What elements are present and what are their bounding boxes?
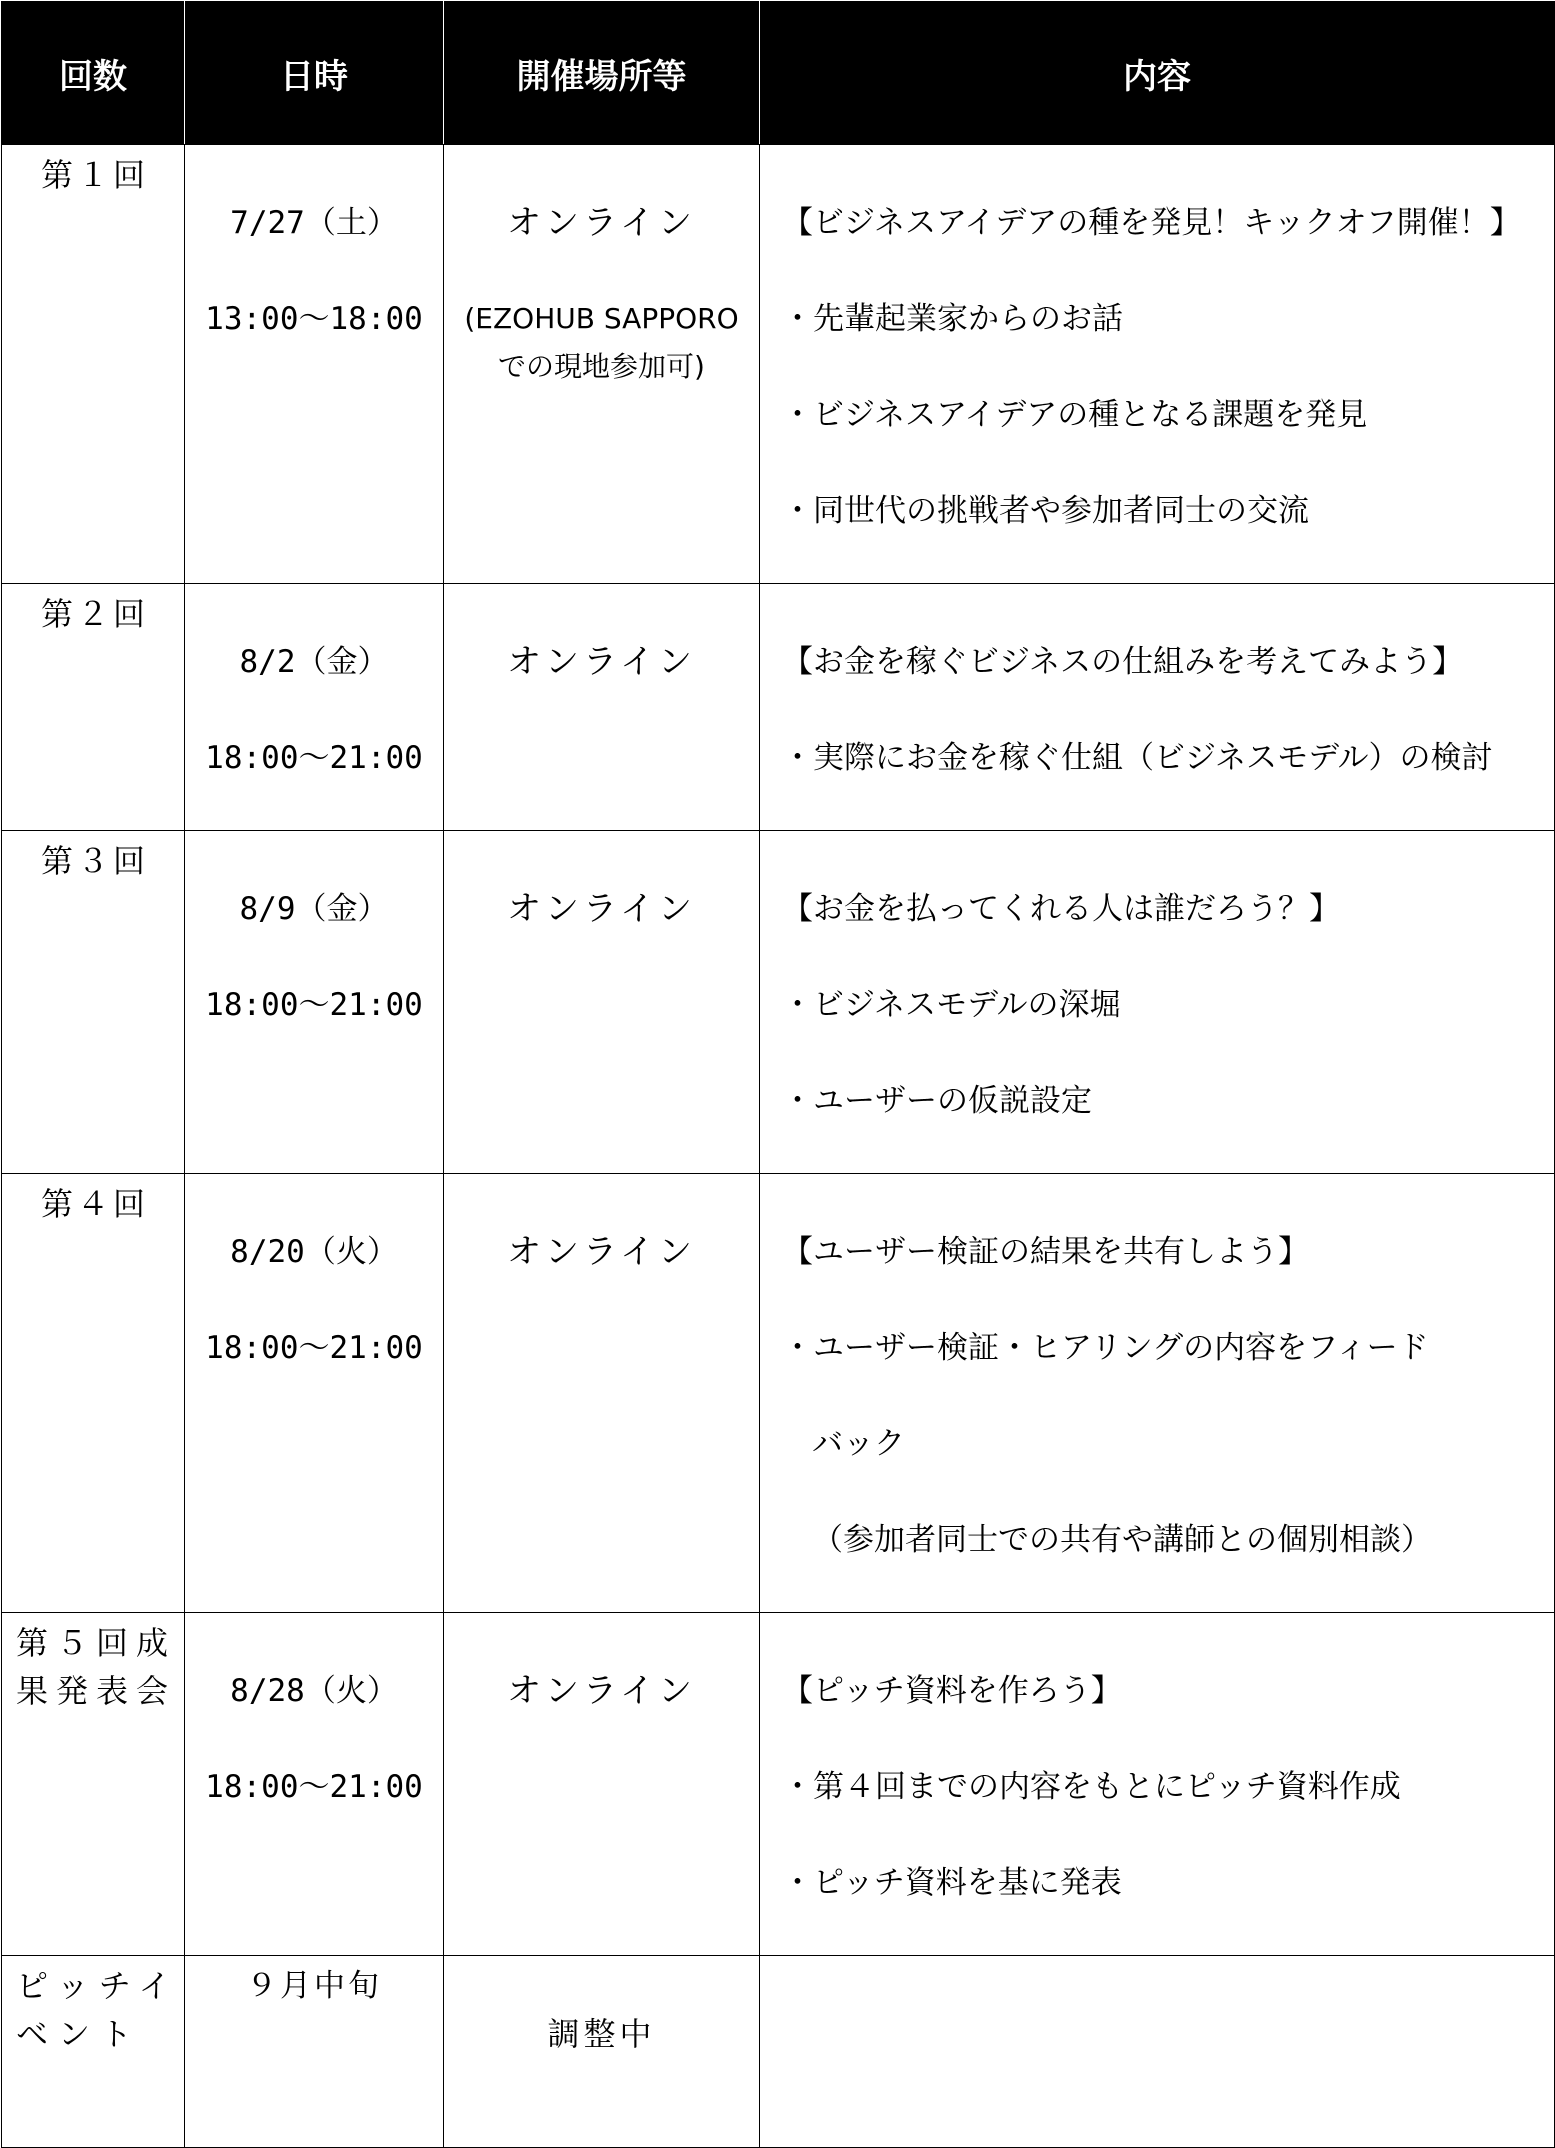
content-item: ・ビジネスモデルの深堀 (782, 987, 1121, 1023)
round-label: 第５回成果発表会 (16, 1624, 177, 1710)
table-header (2, 2, 1555, 145)
time-label: 13:00～18:00 (205, 301, 423, 337)
table-row (2, 1956, 1555, 2148)
content-cell (760, 1613, 1555, 1956)
datetime-cell (185, 831, 444, 1174)
time-label: 18:00～21:00 (205, 1330, 423, 1366)
round-cell (2, 831, 185, 1174)
round-cell (2, 584, 185, 831)
round-label: 第３回 (40, 842, 149, 880)
time-label: 18:00～21:00 (205, 1769, 423, 1805)
schedule-table (1, 1, 1555, 2148)
venue-cell (444, 1174, 760, 1613)
venue-label: 調整中 (547, 2015, 656, 2053)
content-item: ・ユーザーの仮説設定 (782, 1083, 1092, 1119)
content-item: ・先輩起業家からのお話 (782, 301, 1123, 337)
venue-label: オンライン (507, 889, 696, 929)
content-item: ・実際にお金を稼ぐ仕組（ビジネスモデル）の検討 (782, 740, 1493, 776)
content-item-note: （参加者同士での共有や講師との個別相談） (812, 1522, 1432, 1558)
round-label: 第２回 (40, 595, 149, 633)
content-heading: 【ピッチ資料を作ろう】 (782, 1673, 1122, 1709)
header-datetime: 日時 (185, 2, 444, 145)
content-heading: 【お金を稼ぐビジネスの仕組みを考えてみよう】 (782, 644, 1464, 680)
datetime-cell (185, 584, 444, 831)
date-label: 8/9（金） (239, 891, 389, 927)
content-heading: 【お金を払ってくれる人は誰だろう？】 (782, 891, 1340, 927)
round-cell (2, 145, 185, 584)
content-cell (760, 584, 1555, 831)
venue-cell (444, 584, 760, 831)
date-label: ９月中旬 (246, 1968, 382, 2004)
round-cell (2, 1956, 185, 2148)
venue-note: (EZOHUB SAPPORO での現地参加可) (464, 302, 739, 383)
round-cell (2, 1174, 185, 1613)
date-label: 8/20（火） (230, 1234, 398, 1270)
date-label: 8/28（火） (230, 1673, 398, 1709)
content-cell (760, 1174, 1555, 1613)
header-content: 内容 (760, 2, 1555, 145)
time-label: 18:00～21:00 (205, 987, 423, 1023)
content-item: ・ビジネスアイデアの種となる課題を発見 (782, 397, 1368, 433)
datetime-cell (185, 1613, 444, 1956)
venue-label: オンライン (507, 203, 696, 243)
content-item: ・ユーザー検証・ヒアリングの内容をフィード (782, 1330, 1429, 1366)
time-label: 18:00～21:00 (205, 740, 423, 776)
table-body (2, 145, 1555, 2148)
content-item-continuation: バック (812, 1426, 905, 1462)
table-row (2, 1174, 1555, 1613)
round-label: 第４回 (40, 1185, 149, 1223)
header-round: 回数 (2, 2, 185, 145)
venue-label: オンライン (507, 1232, 696, 1272)
venue-label: オンライン (507, 642, 696, 682)
datetime-cell (185, 145, 444, 584)
content-cell (760, 145, 1555, 584)
table-row (2, 831, 1555, 1174)
table-row (2, 145, 1555, 584)
content-heading: 【ビジネスアイデアの種を発見！キックオフ開催！】 (782, 205, 1521, 241)
venue-cell (444, 145, 760, 584)
header-venue: 開催場所等 (444, 2, 760, 145)
datetime-cell (185, 1174, 444, 1613)
content-cell-empty (760, 1956, 1555, 2148)
header-row (2, 2, 1555, 145)
venue-label: オンライン (507, 1671, 696, 1711)
content-heading: 【ユーザー検証の結果を共有しよう】 (782, 1234, 1309, 1270)
venue-cell (444, 831, 760, 1174)
round-label: 第１回 (40, 156, 149, 194)
datetime-cell (185, 1956, 444, 2148)
content-item: ・ピッチ資料を基に発表 (782, 1865, 1122, 1901)
round-cell (2, 1613, 185, 1956)
table-row (2, 1613, 1555, 1956)
content-cell (760, 831, 1555, 1174)
round-label: ピッチイベント (16, 1967, 181, 2053)
content-item: ・同世代の挑戦者や参加者同士の交流 (782, 493, 1309, 529)
content-item: ・第４回までの内容をもとにピッチ資料作成 (782, 1769, 1401, 1805)
venue-cell (444, 1613, 760, 1956)
table-row (2, 584, 1555, 831)
venue-cell (444, 1956, 760, 2148)
date-label: 7/27（土） (230, 205, 398, 241)
date-label: 8/2（金） (239, 644, 389, 680)
